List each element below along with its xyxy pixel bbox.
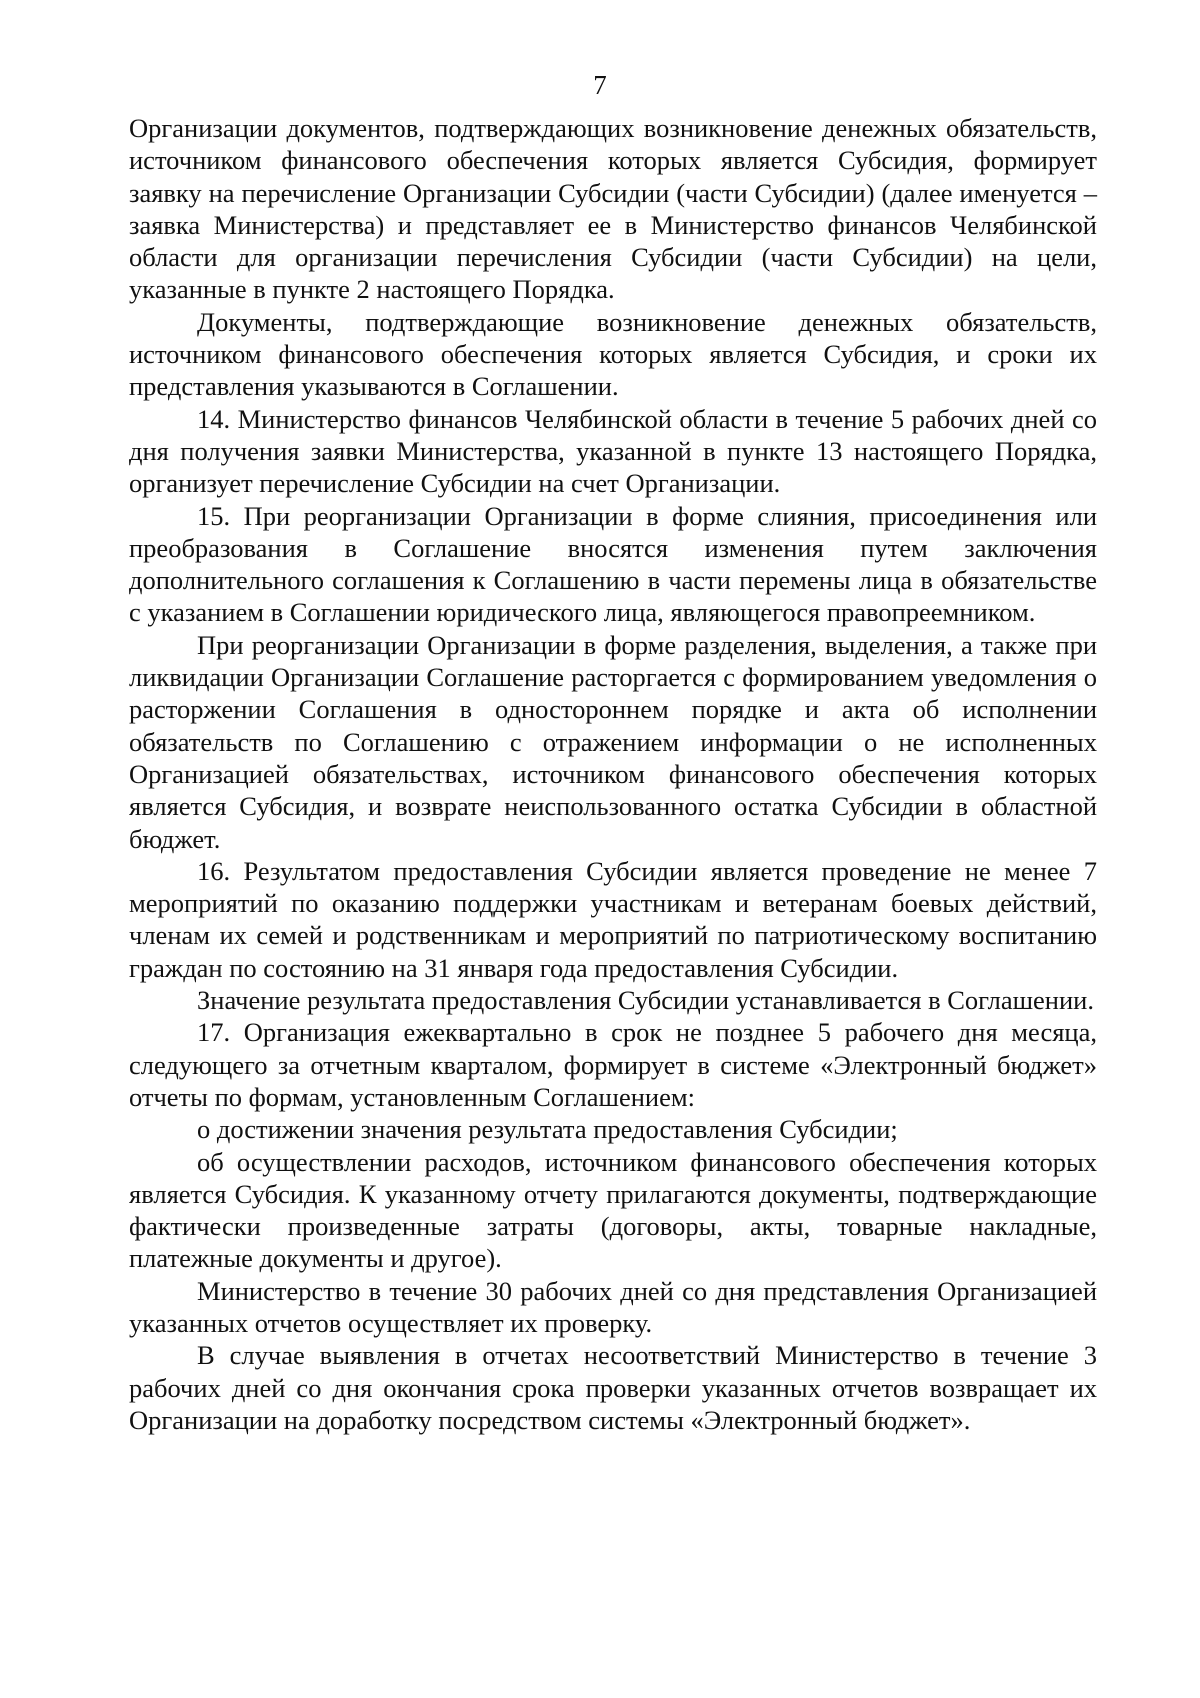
paragraph-17: 17. Организация ежеквартально в срок не позднее 5 рабочего дня месяца, следующего за отчетным кварталом, формирует в системе «Электронный бюджет» отчеты по формам, установленным Соглашением: (129, 1017, 1097, 1112)
paragraph-discrepancies: В случае выявления в отчетах несоответствий Министерство в течение 3 рабочих дней со дня окончания срока проверки указанных отчетов возвращает их Организации на доработку посредством системы «Электронный бюджет». (129, 1340, 1097, 1435)
paragraph-16: 16. Результатом предоставления Субсидии является проведение не менее 7 мероприятий по оказанию поддержки участникам и ветеранам боевых действий, членам их семей и родственникам и мероприятий по патриотическому воспитанию граждан по состоянию на 31 января года предоставления Субсидии. (129, 855, 1097, 983)
paragraph-15-reorganization: При реорганизации Организации в форме разделения, выделения, а также при ликвидации Организации Соглашение расторгается с формированием уведомления о расторжении Соглашения в одностороннем порядке и акта об исполнении обязательств по Соглашению с отражением информации о не исполненных Организацией обязательствах, источником финансового обеспечения которых является Субсидия, и возврате неиспользованного остатка Субсидии в областной бюджет. (129, 629, 1097, 854)
paragraph-17-report-expenses: об осуществлении расходов, источником финансового обеспечения которых является Субсидия. К указанному отчету прилагаются документы, подтверждающие фактически произведенные затраты (договоры, акты, товарные накладные, платежные документы и другое). (129, 1146, 1097, 1274)
paragraph-16-result-value: Значение результата предоставления Субсидии устанавливается в Соглашении. (197, 985, 1094, 1016)
paragraph-continuation: Организации документов, подтверждающих возникновение денежных обязательств, источником финансового обеспечения которых является Субсидия, формирует заявку на перечисление Организации Субсидии (части Субсидии) (далее именуется – заявка Министерства) и представляет ее в Министерство финансов Челябинской области для организации перечисления Субсидии (части Субсидии) на цели, указанные в пункте 2 настоящего Порядка. (129, 113, 1097, 305)
paragraph-ministry-check: Министерство в течение 30 рабочих дней со дня представления Организацией указанных отчетов осуществляет их проверку. (129, 1275, 1097, 1338)
paragraph-documents: Документы, подтверждающие возникновение денежных обязательств, источником финансового обеспечения которых является Субсидия, и сроки их представления указываются в Соглашении. (129, 306, 1097, 402)
page-number: 7 (593, 70, 607, 100)
paragraph-14: 14. Министерство финансов Челябинской области в течение 5 рабочих дней со дня получения заявки Министерства, указанной в пункте 13 настоящего Порядка, организует перечисление Субсидии на счет Организации. (129, 403, 1097, 499)
paragraph-17-report-result: о достижении значения результата предоставления Субсидии; (197, 1114, 898, 1145)
paragraph-15: 15. При реорганизации Организации в форме слияния, присоединения или преобразования в Соглашение вносятся изменения путем заключения дополнительного соглашения к Соглашению в части перемены лица в обязательстве с указанием в Соглашении юридического лица, являющегося правопреемником. (129, 500, 1097, 628)
document-body (129, 112, 1097, 1436)
